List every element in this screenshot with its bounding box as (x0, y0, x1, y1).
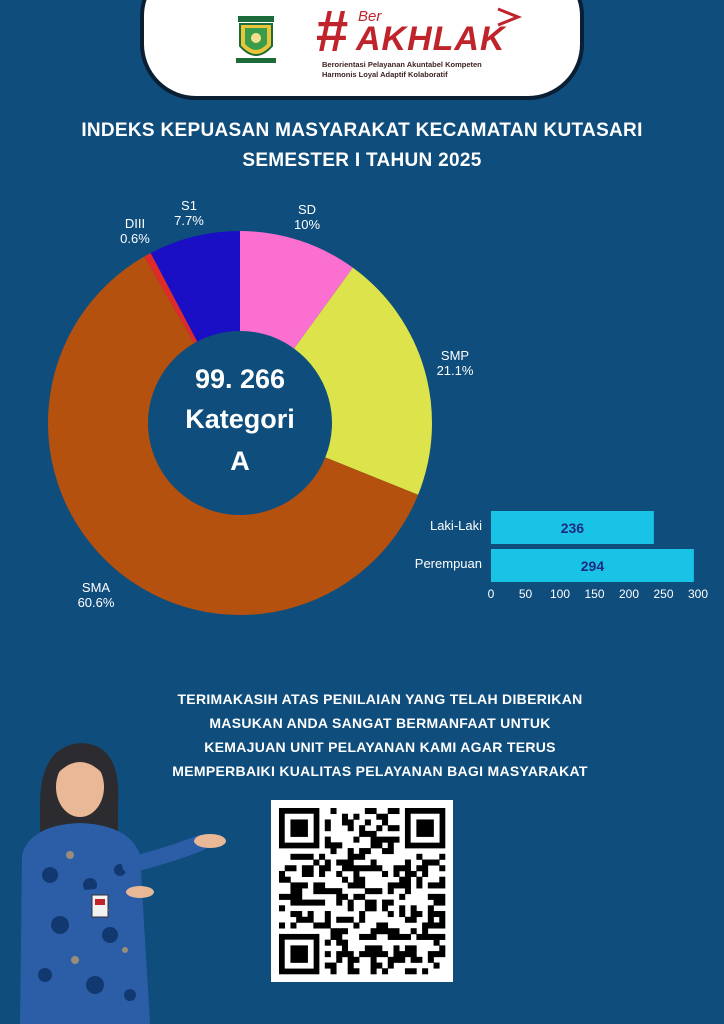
slice-label-s1: S1 7.7% (174, 198, 204, 228)
x-tick-label: 0 (487, 587, 495, 601)
x-tick-label: 100 (549, 587, 571, 601)
thanks-message-line-1: TERIMAKASIH ATAS PENILAIAN YANG TELAH DIBERIKAN (177, 691, 583, 707)
bar-label-laki-laki: Laki-Laki (429, 518, 482, 533)
thanks-message-line-4: MEMPERBAIKI KUALITAS PELAYANAN BAGI MASYARAKAT (172, 763, 588, 779)
slice-label-diii: DIII 0.6% (120, 216, 150, 246)
survey-qr-code[interactable] (271, 800, 453, 982)
thanks-message-line-2: MASUKAN ANDA SANGAT BERMANFAAT UNTUK (209, 715, 551, 731)
x-tick-label: 250 (653, 587, 674, 601)
bar-value-label: 294 (580, 558, 605, 574)
presenter-woman-illustration (0, 735, 240, 1024)
bar-value-label: 236 (560, 520, 585, 536)
slice-label-smp: SMP 21.1% (436, 348, 474, 378)
slice-label-sd: SD 10% (293, 202, 321, 232)
ikm-category-value: A (230, 446, 250, 476)
page-subtitle: SEMESTER I TAHUN 2025 (242, 150, 482, 171)
ikm-category-label: Kategori (185, 404, 295, 434)
page-title: INDEKS KEPUASAN MASYARAKAT KECAMATAN KUTASARI (81, 120, 643, 141)
x-tick-label: 150 (584, 587, 605, 601)
x-tick-label: 50 (518, 587, 533, 601)
slice-label-sma: SMA 60.6% (77, 580, 115, 610)
qr-code-icon (271, 800, 453, 982)
bar-label-perempuan: Perempuan (414, 556, 482, 571)
ikm-score: 99. 266 (194, 364, 286, 394)
ber-akhlak-logo: # Ber AKHLAK Berorientasi Pelayanan Akuntabel Kompeten Harmonis Loyal Adaptif Kolaboratif (316, 6, 536, 84)
x-tick-label: 200 (618, 587, 640, 601)
thanks-message-line-3: KEMAJUAN UNIT PELAYANAN KAMI AGAR TERUS (204, 739, 556, 755)
x-tick-label: 300 (687, 587, 709, 601)
